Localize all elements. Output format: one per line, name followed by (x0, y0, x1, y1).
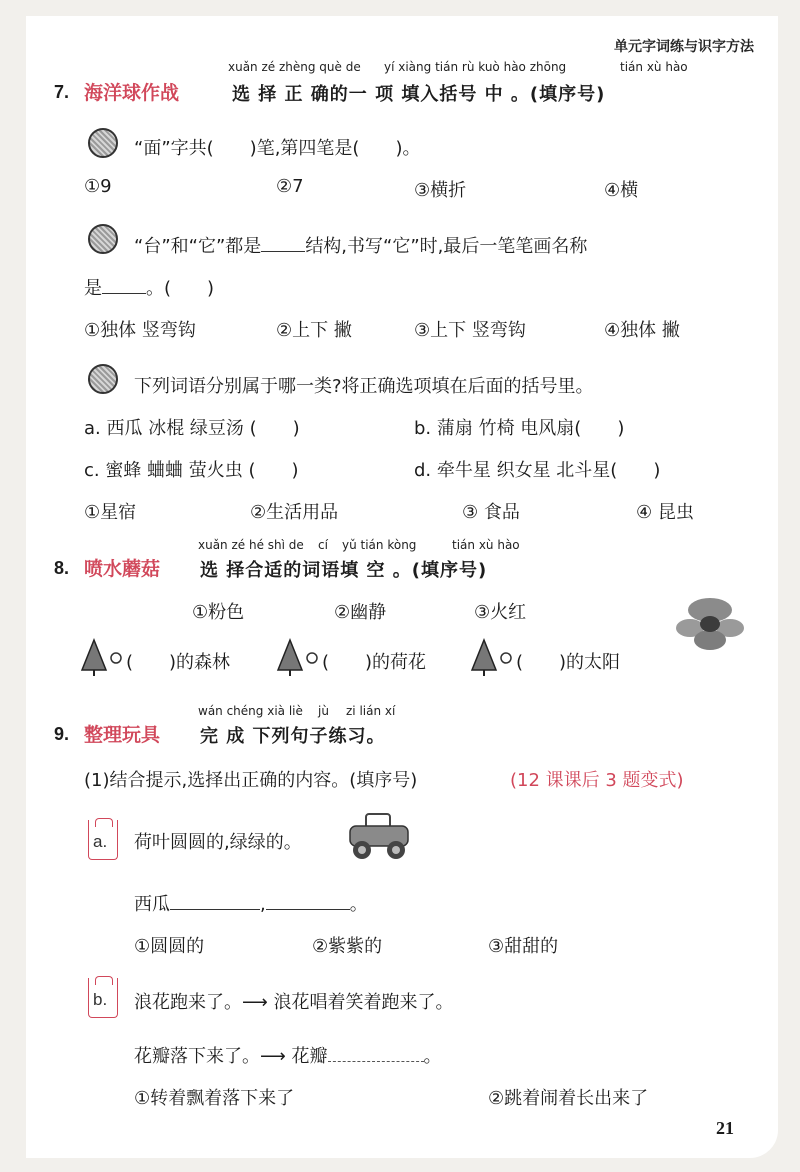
q7-s3-option-2: ②生活用品 (250, 502, 339, 523)
q7-s1-option-3: ③横折 (414, 180, 467, 201)
q7-s3-row-b: b. 蒲扇 竹椅 电风扇( ) (414, 418, 625, 439)
q9-part1: (1)结合提示,选择出正确的内容。(填序号) (84, 770, 418, 791)
unit-header: 单元字词练与识字方法 (614, 39, 754, 55)
q9-b-example: 浪花跑来了。⟶ 浪花唱着笑着跑来了。 (134, 992, 454, 1013)
tree-icon (80, 638, 126, 678)
q7-s1-option-4: ④横 (604, 180, 639, 201)
label-tag-a: a. (88, 820, 118, 860)
q7-s2-option-2: ②上下 撇 (276, 320, 352, 341)
q7-pinyin-1: xuǎn zé zhèng què de (228, 60, 361, 74)
paper (26, 16, 778, 1158)
q7-s1-option-2: ②7 (276, 176, 304, 197)
ball-icon-3 (88, 364, 118, 394)
q7-s3-option-4: ④ 昆虫 (636, 502, 694, 523)
q7-s2-option-1: ①独体 竖弯钩 (84, 320, 196, 341)
q9-b-option-2: ②跳着闹着长出来了 (488, 1088, 649, 1109)
q7-s2-stem-line2: 是 。( ) (84, 278, 215, 299)
q9-pinyin-3: zi lián xí (346, 704, 396, 718)
q9-pinyin-2: jù (318, 704, 329, 718)
q9-a-example: 荷叶圆圆的,绿绿的。 (134, 832, 302, 853)
q9-b-option-1: ①转着飘着落下来了 (134, 1088, 295, 1109)
q8-pinyin-2: cí (318, 538, 328, 552)
q8-fill-2: ( )的荷花 (322, 652, 427, 673)
q9-a-option-1: ①圆圆的 (134, 936, 205, 957)
q7-s3-option-3: ③ 食品 (462, 502, 520, 523)
q7-s3-row-c: c. 蜜蜂 蛐蛐 萤火虫 ( ) (84, 460, 299, 481)
q7-pinyin-3: tián xù hào (620, 60, 688, 74)
q8-option-2: ②幽静 (334, 602, 387, 623)
q7-s3-stem: 下列词语分别属于哪一类?将正确选项填在后面的括号里。 (134, 376, 594, 397)
q7-pinyin-2: yí xiàng tián rù kuò hào zhōng (384, 60, 567, 74)
q9-number: 9. (54, 724, 70, 744)
q9-a-option-3: ③甜甜的 (488, 936, 559, 957)
q7-instruction: 选 择 正 确的一 项 填入括号 中 。(填序号) (232, 84, 606, 105)
tree-icon (470, 638, 516, 678)
q7-s1-stem: “面”字共( )笔,第四笔是( )。 (134, 138, 421, 159)
page-number: 21 (716, 1118, 734, 1138)
ball-icon-2 (88, 224, 118, 254)
q8-title: 喷水蘑菇 (84, 558, 161, 580)
tree-icon (276, 638, 322, 678)
q9-part1-note: (12 课课后 3 题变式) (510, 770, 684, 791)
q7-s3-row-d: d. 牵牛星 织女星 北斗星( ) (414, 460, 661, 481)
q9-title: 整理玩具 (84, 724, 161, 746)
q9-pinyin-1: wán chéng xià liè (198, 704, 303, 718)
q8-number: 8. (54, 558, 70, 578)
q8-fill-3: ( )的太阳 (516, 652, 621, 673)
q7-number: 7. (54, 82, 70, 102)
ball-icon-1 (88, 128, 118, 158)
q8-pinyin-3: yǔ tián kòng (342, 538, 417, 552)
q8-option-1: ①粉色 (192, 602, 245, 623)
q7-s1-option-1: ①9 (84, 176, 112, 197)
q8-pinyin-1: xuǎn zé hé shì de (198, 538, 304, 552)
q9-a-fill-line: 西瓜 , 。 (134, 894, 368, 915)
q8-instruction: 选 择合适的词语填 空 。(填序号) (200, 560, 488, 581)
q7-s3-row-a: a. 西瓜 冰棍 绿豆汤 ( ) (84, 418, 300, 439)
q8-fill-1: ( )的森林 (126, 652, 231, 673)
q8-option-3: ③火红 (474, 602, 527, 623)
q9-a-option-2: ②紫紫的 (312, 936, 383, 957)
q9-instruction: 完 成 下列句子练习。 (200, 726, 386, 747)
q8-pinyin-4: tián xù hào (452, 538, 520, 552)
q9-b-fill-line: 花瓣落下来了。⟶ 花瓣 。 (134, 1046, 442, 1067)
q7-s2-option-4: ④独体 撇 (604, 320, 680, 341)
q7-s3-option-1: ①星宿 (84, 502, 137, 523)
toy-car-icon (344, 810, 414, 866)
q7-s2-option-3: ③上下 竖弯钩 (414, 320, 526, 341)
mushroom-cloud-icon (676, 596, 744, 654)
q7-s2-stem-line1: “台”和“它”都是 结构,书写“它”时,最后一笔笔画名称 (134, 236, 588, 257)
label-tag-b: b. (88, 978, 118, 1018)
q7-title: 海洋球作战 (84, 82, 180, 104)
